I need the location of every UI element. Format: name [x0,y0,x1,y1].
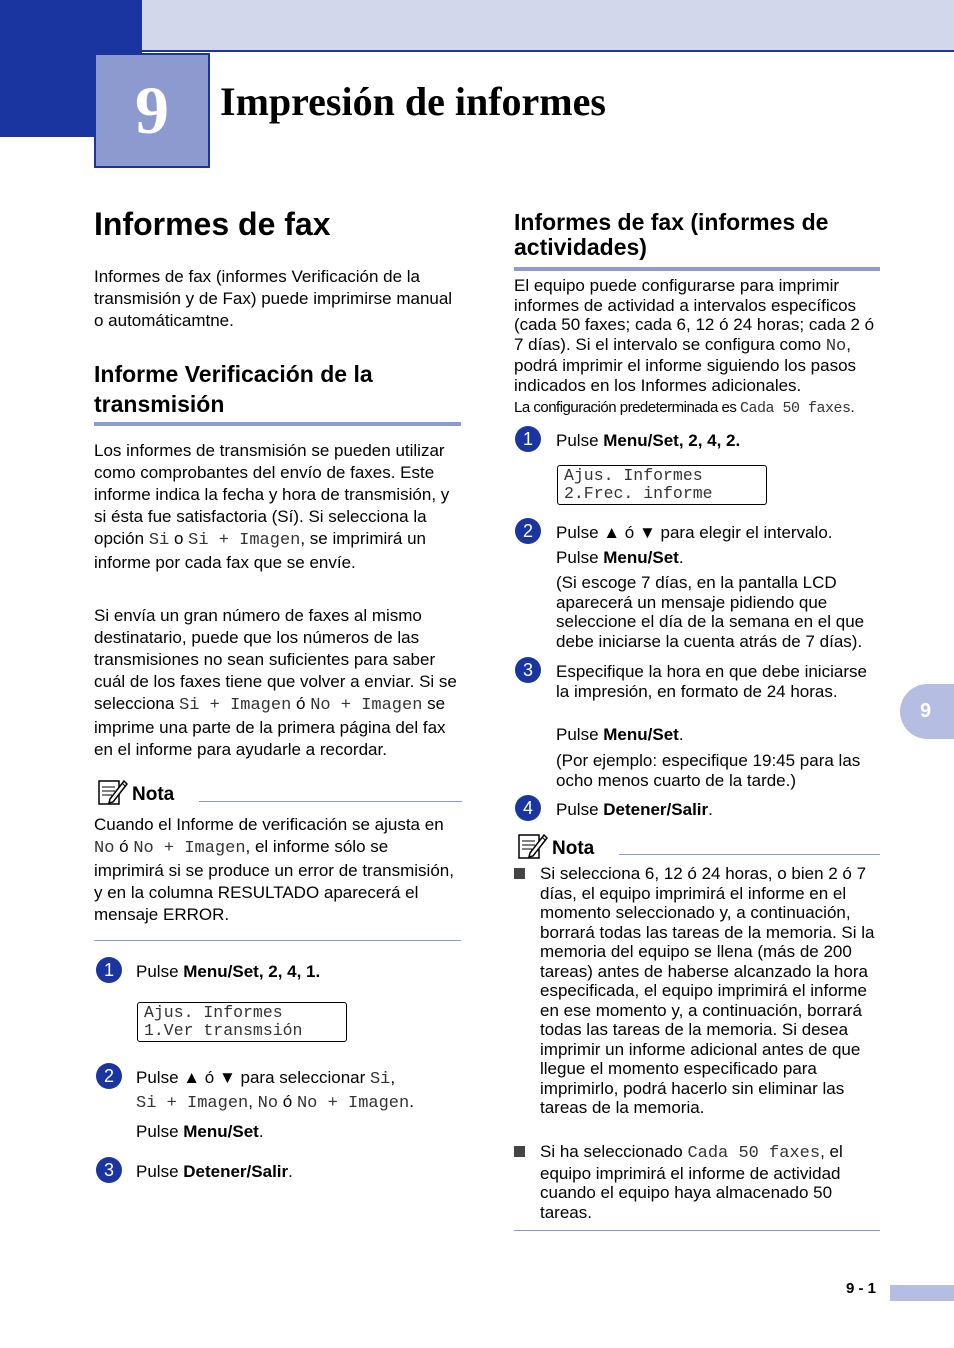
subheading-rule [514,267,880,271]
text: . [850,399,855,416]
subheading-line-2: actividades) [514,234,647,260]
step-number-4: 4 [515,795,541,821]
text: Pulse [136,1122,184,1141]
text: Pulse [556,800,604,819]
subheading-rule [94,422,461,426]
text: Pulse [136,962,184,981]
note-pencil-icon [518,832,548,860]
text: . [288,1162,293,1181]
text: . [678,725,684,744]
nota-end-rule [514,1230,880,1231]
key-label: Menu/Set [603,725,679,744]
lcd-option: Cada 50 faxes [687,1144,821,1163]
text: . [708,800,713,819]
lcd-option: No + Imagen [296,1094,410,1113]
text: . [409,1092,414,1111]
text: , el informe sólo se imprimirá si se produce un error de transmisión, y en la columna RESULTADO aparecerá el mensaje ERROR. [94,837,454,924]
lcd-option: No + Imagen [133,839,246,858]
step-number-1: 1 [96,957,122,983]
text: El equipo puede configurarse para imprimir informes de actividad a intervalos específicos (cada 50 faxes; cada 6, 12 ó 24 horas; cada 2 ó 7 días). Si el intervalo se configura como [514,276,875,354]
lcd-option: No + Imagen [310,696,423,715]
text: . [258,1122,264,1141]
text: Los informes de transmisión se pueden utilizar como comprobantes del envío de faxes. Este informe indica la fecha y hora de transmisión, y si ésta fue satisfactoria (Sí). Si selecciona la opción [94,441,450,548]
chapter-title: Impresión de informes [220,79,606,124]
text: se imprime una parte de la primera página del fax en el informe para ayudarle a recordar. [94,694,446,759]
lcd-line-2: 1.Ver transmsión [144,1021,303,1040]
lcd-option: No [94,839,115,858]
subheading-line-1: Informe Verificación de la [94,361,373,387]
text: Pulse [556,431,604,450]
text: Pulse [556,548,604,567]
lcd-option: Si + Imagen [188,531,301,550]
text: La configuración predeterminada es [514,399,740,416]
step-number-2: 2 [515,518,541,544]
step-3-text [136,1161,462,1183]
key-label: Detener/Salir [183,1162,289,1181]
subheading-line-1: Informes de fax (informes de [514,209,829,235]
text: ó [291,694,311,713]
nota-rule [199,801,462,802]
step-3-text: Especifique la hora en que debe iniciarse la impresión, en formato de 24 horas. [556,662,867,701]
step-2-line-2 [556,548,884,568]
lcd-option: No [257,1094,279,1113]
subheading-line-2: transmisión [94,391,225,417]
key-label: Menu/Set [603,431,679,450]
section-heading-informes-de-fax: Informes de fax [94,206,331,242]
nota-bullet-2 [540,1142,884,1222]
chapter-number: 9 [135,72,169,148]
lcd-display [557,465,767,505]
nota-label: Nota [552,838,595,859]
page-number: 9 - 1 [846,1280,877,1297]
text: ó [114,837,134,856]
step-2-text: Pulse ▲ ó ▼ para elegir el intervalo. [556,523,833,542]
text: Si ha seleccionado [540,1142,688,1161]
text: , podrá imprimir el informe siguiendo los pasos indicados en los Informes adicionales. [514,334,857,395]
text: . [678,548,684,567]
step-1-text [136,961,462,983]
text: ó [278,1092,297,1111]
side-tab-label: 9 [920,700,932,722]
nota-header [518,832,594,860]
lcd-option: Si + Imagen [179,696,292,715]
step-4-text [556,800,884,820]
step-number-2: 2 [96,1063,122,1089]
paragraph-activity-reports [514,276,884,395]
step-number-3: 3 [515,657,541,683]
lcd-display [137,1002,347,1042]
nota-label: Nota [132,784,175,805]
default-setting-line [514,398,884,419]
key-label: Detener/Salir [603,800,709,819]
step-2-line-2 [136,1121,462,1143]
key-label: Menu/Set [183,1122,259,1141]
text: , [248,1092,258,1111]
lcd-option: Si + Imagen [136,1094,249,1113]
nota-bullet-1: Si selecciona 6, 12 ó 24 horas, o bien 2 ó 7 días, el equipo imprimirá el informe en el momento seleccionado y, a continuación, borrará todas las tareas de la memoria. Si la memoria del equipo se llena (más de 200 tareas) antes de haberse alcanzado la hora especificada, el equipo imprimirá el informe en ese momento y, a continuación, borrará todas las tareas de la memoria. Si desea imprimir un informe adicional antes de que llegue el momento especificado para imprimirlo, podrá hacerlo sin eliminar las tareas de la memoria. [540,864,875,1117]
chapter-number-box [94,53,210,168]
lcd-line-2: 2.Frec. informe [564,484,713,503]
subheading-actividades [514,210,884,260]
lcd-line-1: Ajus. Informes [564,466,703,485]
text: Cuando el Informe de verificación se ajusta en [94,815,444,834]
step-2-note: (Si escoge 7 días, en la pantalla LCD aparecerá un mensaje pidiendo que seleccione el día de la semana en el que debe iniciarse la cuenta atrás de 7 días). [556,573,865,651]
text: , se imprimirá un informe por cada fax que se envíe. [94,529,426,572]
subheading-verificacion [94,359,462,419]
text: Pulse ▲ ó ▼ para seleccionar [136,1068,370,1087]
lcd-option: Cada 50 faxes [740,400,851,417]
step-3-line-2 [556,725,884,745]
lcd-option: No [825,336,847,356]
step-2-text [136,1067,462,1115]
text: , [390,1068,396,1087]
footer-bar [890,1285,954,1301]
step-number-3: 3 [96,1157,122,1183]
nota-end-rule [94,940,461,941]
nota-rule [619,854,880,855]
lcd-option: Si [369,1070,391,1089]
key-sequence: , 2, 4, 1. [258,962,321,981]
bullet-square [514,868,525,879]
nota-text [94,814,462,926]
lcd-line-1: Ajus. Informes [144,1003,283,1022]
text: Si envía un gran número de faxes al mismo destinatario, puede que los números de las transmisiones no sean suficientes para saber cuál de los faxes tiene que volver a enviar. Si se selecciona [94,606,457,713]
note-pencil-icon [98,778,128,806]
step-3-note: (Por ejemplo: especifique 19:45 para las ocho menos cuarto de la tarde.) [556,751,861,790]
header-light-band [142,0,954,52]
text: , el equipo imprimirá el informe de actividad cuando el equipo haya almacenado 50 tareas. [540,1142,843,1222]
lcd-option: Si [148,531,170,550]
bullet-square [514,1146,525,1157]
text: Pulse [136,1162,184,1181]
nota-header [98,778,174,806]
chapter-side-tab [900,684,954,739]
intro-paragraph: Informes de fax (informes Verificación de la transmisión y de Fax) puede imprimirse manual o automáticamtne. [94,267,453,330]
text: o [169,529,189,548]
step-1-text [556,431,884,451]
paragraph-transmission-reports [94,440,462,574]
paragraph-many-faxes [94,605,462,761]
key-label: Menu/Set [603,548,679,567]
text: Pulse [556,725,604,744]
key-label: Menu/Set [183,962,259,981]
key-sequence: , 2, 4, 2. [678,431,741,450]
step-number-1: 1 [515,426,541,452]
